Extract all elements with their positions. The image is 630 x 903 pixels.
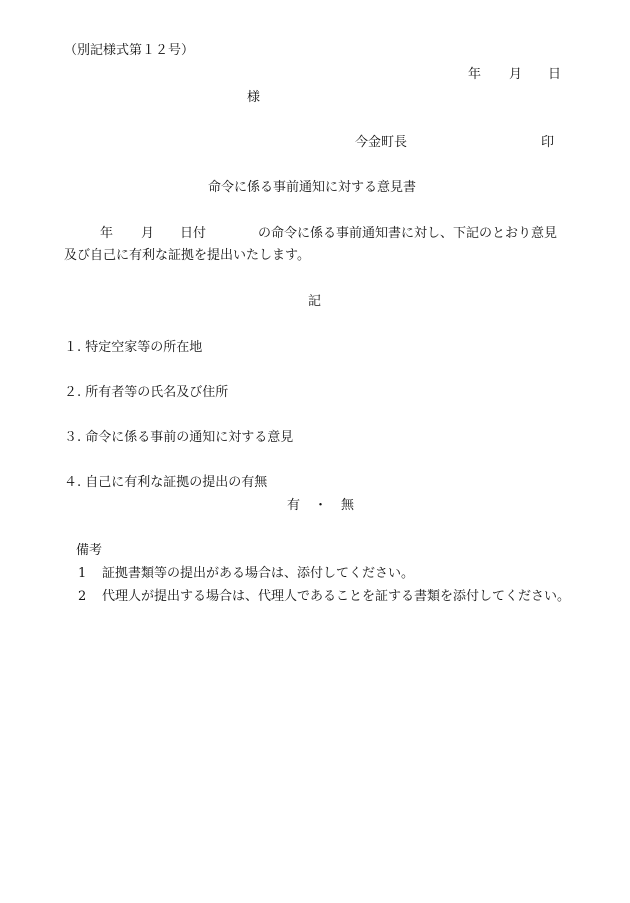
item-evidence: ４. 自己に有利な証拠の提出の有無 <box>64 475 268 490</box>
intro-line-1: の命令に係る事前通知書に対し、下記のとおり意見 <box>258 226 558 241</box>
form-number: （別記様式第１２号） <box>64 43 195 58</box>
intro-line-2: 及び自己に有利な証拠を提出いたします。 <box>64 248 310 263</box>
choice-no[interactable]: 無 <box>341 498 355 513</box>
date-month-label: 月 <box>509 67 523 82</box>
item-owner: ２. 所有者等の氏名及び住所 <box>64 385 229 400</box>
remark-1-number: 1 <box>78 566 87 581</box>
ki-heading: 記 <box>308 294 322 309</box>
remarks-heading: 備考 <box>76 543 103 558</box>
intro-year-label: 年 <box>100 226 114 241</box>
date-day-label: 日 <box>548 67 562 82</box>
item-opinion: ３. 命令に係る事前の通知に対する意見 <box>64 430 294 445</box>
choice-separator: ・ <box>314 498 328 513</box>
remark-1-text: 証拠書類等の提出がある場合は、添付してください。 <box>102 566 415 581</box>
remark-2-text: 代理人が提出する場合は、代理人であることを証する書類を添付してください。 <box>102 589 571 604</box>
date-year-label: 年 <box>468 67 482 82</box>
document-title: 命令に係る事前通知に対する意見書 <box>208 180 417 195</box>
choice-yes[interactable]: 有 <box>287 498 301 513</box>
sender-name: 今金町長 <box>355 135 408 150</box>
intro-day-label: 日付 <box>180 226 207 241</box>
seal-mark: 印 <box>541 135 555 150</box>
intro-month-label: 月 <box>141 226 155 241</box>
remark-2-number: 2 <box>78 589 87 604</box>
addressee-suffix: 様 <box>247 90 261 105</box>
item-location: １. 特定空家等の所在地 <box>64 340 203 355</box>
